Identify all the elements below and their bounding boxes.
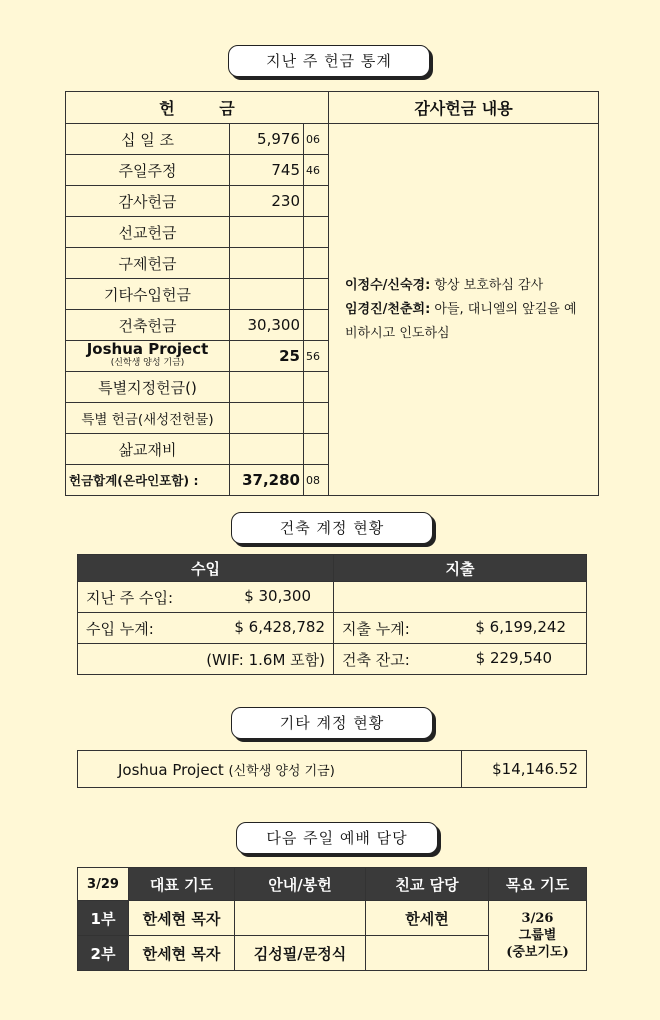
balance-label: 건축 잔고: bbox=[342, 650, 410, 669]
table-row bbox=[78, 644, 587, 675]
table-row bbox=[78, 582, 587, 613]
expense-total-label: 지출 누계: bbox=[342, 619, 410, 638]
row-cents bbox=[304, 372, 329, 403]
cash-header-left: 헌 금 bbox=[66, 92, 329, 124]
row-cents: 56 bbox=[304, 341, 329, 372]
expense-header: 지출 bbox=[334, 555, 587, 582]
other-name-cell bbox=[78, 751, 462, 788]
service-part: 1부 bbox=[78, 901, 129, 936]
row-amount bbox=[230, 403, 304, 434]
row-label: 구제헌금 bbox=[66, 248, 230, 279]
last-week-label: 지난 주 수입: bbox=[86, 588, 174, 607]
total-amount: 37,280 bbox=[230, 465, 304, 496]
row-cents bbox=[304, 217, 329, 248]
usher-person: 김성필/문정식 bbox=[235, 936, 366, 971]
worship-section-title: 다음 주일 예배 담당 bbox=[236, 822, 438, 854]
worship-date: 3/29 bbox=[78, 868, 129, 901]
row-cents bbox=[304, 248, 329, 279]
header-usher: 안내/봉헌 bbox=[235, 868, 366, 901]
row-amount bbox=[230, 279, 304, 310]
expense-total-cell bbox=[334, 613, 587, 644]
row-cents bbox=[304, 186, 329, 217]
building-section-title: 건축 계정 현황 bbox=[231, 512, 433, 544]
row-label: 건축헌금 bbox=[66, 310, 230, 341]
balance-value: $ 229,540 bbox=[475, 648, 552, 667]
row-label: 감사헌금 bbox=[66, 186, 230, 217]
row-amount bbox=[230, 434, 304, 465]
row-amount: 25 bbox=[230, 341, 304, 372]
other-section-title: 기타 계정 현황 bbox=[231, 707, 433, 739]
fellowship-person: 한세현 bbox=[366, 901, 489, 936]
row-cents bbox=[304, 279, 329, 310]
row-label: 특별지정헌금() bbox=[66, 372, 230, 403]
last-week-value: $ 30,300 bbox=[244, 586, 311, 605]
other-name-sub: (신학생 양성 기금) bbox=[228, 763, 335, 779]
other-accounts-table bbox=[77, 750, 587, 788]
row-label-joshua bbox=[66, 341, 230, 372]
last-week-cell bbox=[78, 582, 334, 613]
row-amount bbox=[230, 372, 304, 403]
worship-duty-table bbox=[77, 867, 587, 971]
header-fellowship: 친교 담당 bbox=[366, 868, 489, 901]
row-label: 선교헌금 bbox=[66, 217, 230, 248]
worship-header-row bbox=[78, 868, 587, 901]
other-name: Joshua Project bbox=[118, 760, 224, 779]
row-amount: 230 bbox=[230, 186, 304, 217]
empty-cell bbox=[334, 582, 587, 613]
thursday-prayer bbox=[489, 901, 587, 971]
income-total-value: $ 6,428,782 bbox=[234, 617, 325, 636]
row-cents: 06 bbox=[304, 124, 329, 155]
row-label: 기타수입헌금 bbox=[66, 279, 230, 310]
row-label: 삶교재비 bbox=[66, 434, 230, 465]
row-label: 주일주정 bbox=[66, 155, 230, 186]
row-sublabel: (신학생 양성 기금) bbox=[110, 358, 185, 368]
thanksgiving-notes bbox=[329, 124, 599, 496]
header-prayer: 대표 기도 bbox=[129, 868, 235, 901]
table-row bbox=[78, 901, 587, 936]
header-thursday: 목요 기도 bbox=[489, 868, 587, 901]
row-amount bbox=[230, 248, 304, 279]
row-label: Joshua Project bbox=[86, 340, 209, 358]
table-row bbox=[78, 613, 587, 644]
thursday-date: 3/26 bbox=[521, 911, 554, 926]
row-amount: 30,300 bbox=[230, 310, 304, 341]
row-amount bbox=[230, 217, 304, 248]
row-amount: 5,976 bbox=[230, 124, 304, 155]
table-row bbox=[78, 751, 587, 788]
note-names: 이정수/신숙경: bbox=[345, 277, 431, 293]
cash-table bbox=[65, 91, 599, 496]
note-text: 아들, 대니엘의 앞길을 예비하시고 인도하심 bbox=[345, 301, 577, 341]
total-cents: 08 bbox=[304, 465, 329, 496]
prayer-person: 한세현 목자 bbox=[129, 901, 235, 936]
note-text: 항상 보호하심 감사 bbox=[430, 277, 544, 293]
building-table bbox=[77, 554, 587, 675]
row-amount: 745 bbox=[230, 155, 304, 186]
service-part: 2부 bbox=[78, 936, 129, 971]
income-total-cell bbox=[78, 613, 334, 644]
row-cents bbox=[304, 434, 329, 465]
income-header: 수입 bbox=[78, 555, 334, 582]
row-cents: 46 bbox=[304, 155, 329, 186]
row-cents bbox=[304, 403, 329, 434]
table-row bbox=[66, 124, 599, 155]
thursday-type: (중보기도) bbox=[506, 945, 569, 960]
note-names: 임경진/천춘희: bbox=[345, 301, 431, 317]
prayer-person: 한세현 목자 bbox=[129, 936, 235, 971]
total-label: 헌금합계(온라인포함) : bbox=[66, 465, 230, 496]
cash-section-title: 지난 주 헌금 통계 bbox=[228, 45, 430, 77]
usher-person bbox=[235, 901, 366, 936]
wif-note: (WIF: 1.6M 포함) bbox=[78, 644, 334, 675]
expense-total-value: $ 6,199,242 bbox=[475, 617, 566, 636]
row-cents bbox=[304, 310, 329, 341]
row-label: 십 일 조 bbox=[66, 124, 230, 155]
cash-header-row bbox=[66, 92, 599, 124]
cash-header-right: 감사헌금 내용 bbox=[329, 92, 599, 124]
income-total-label: 수입 누계: bbox=[86, 619, 154, 638]
fellowship-person bbox=[366, 936, 489, 971]
row-label: 특별 헌금(새성전헌물) bbox=[66, 403, 230, 434]
other-value: $14,146.52 bbox=[462, 751, 587, 788]
thursday-group: 그룹별 bbox=[518, 928, 557, 943]
balance-cell bbox=[334, 644, 587, 675]
building-header-row bbox=[78, 555, 587, 582]
